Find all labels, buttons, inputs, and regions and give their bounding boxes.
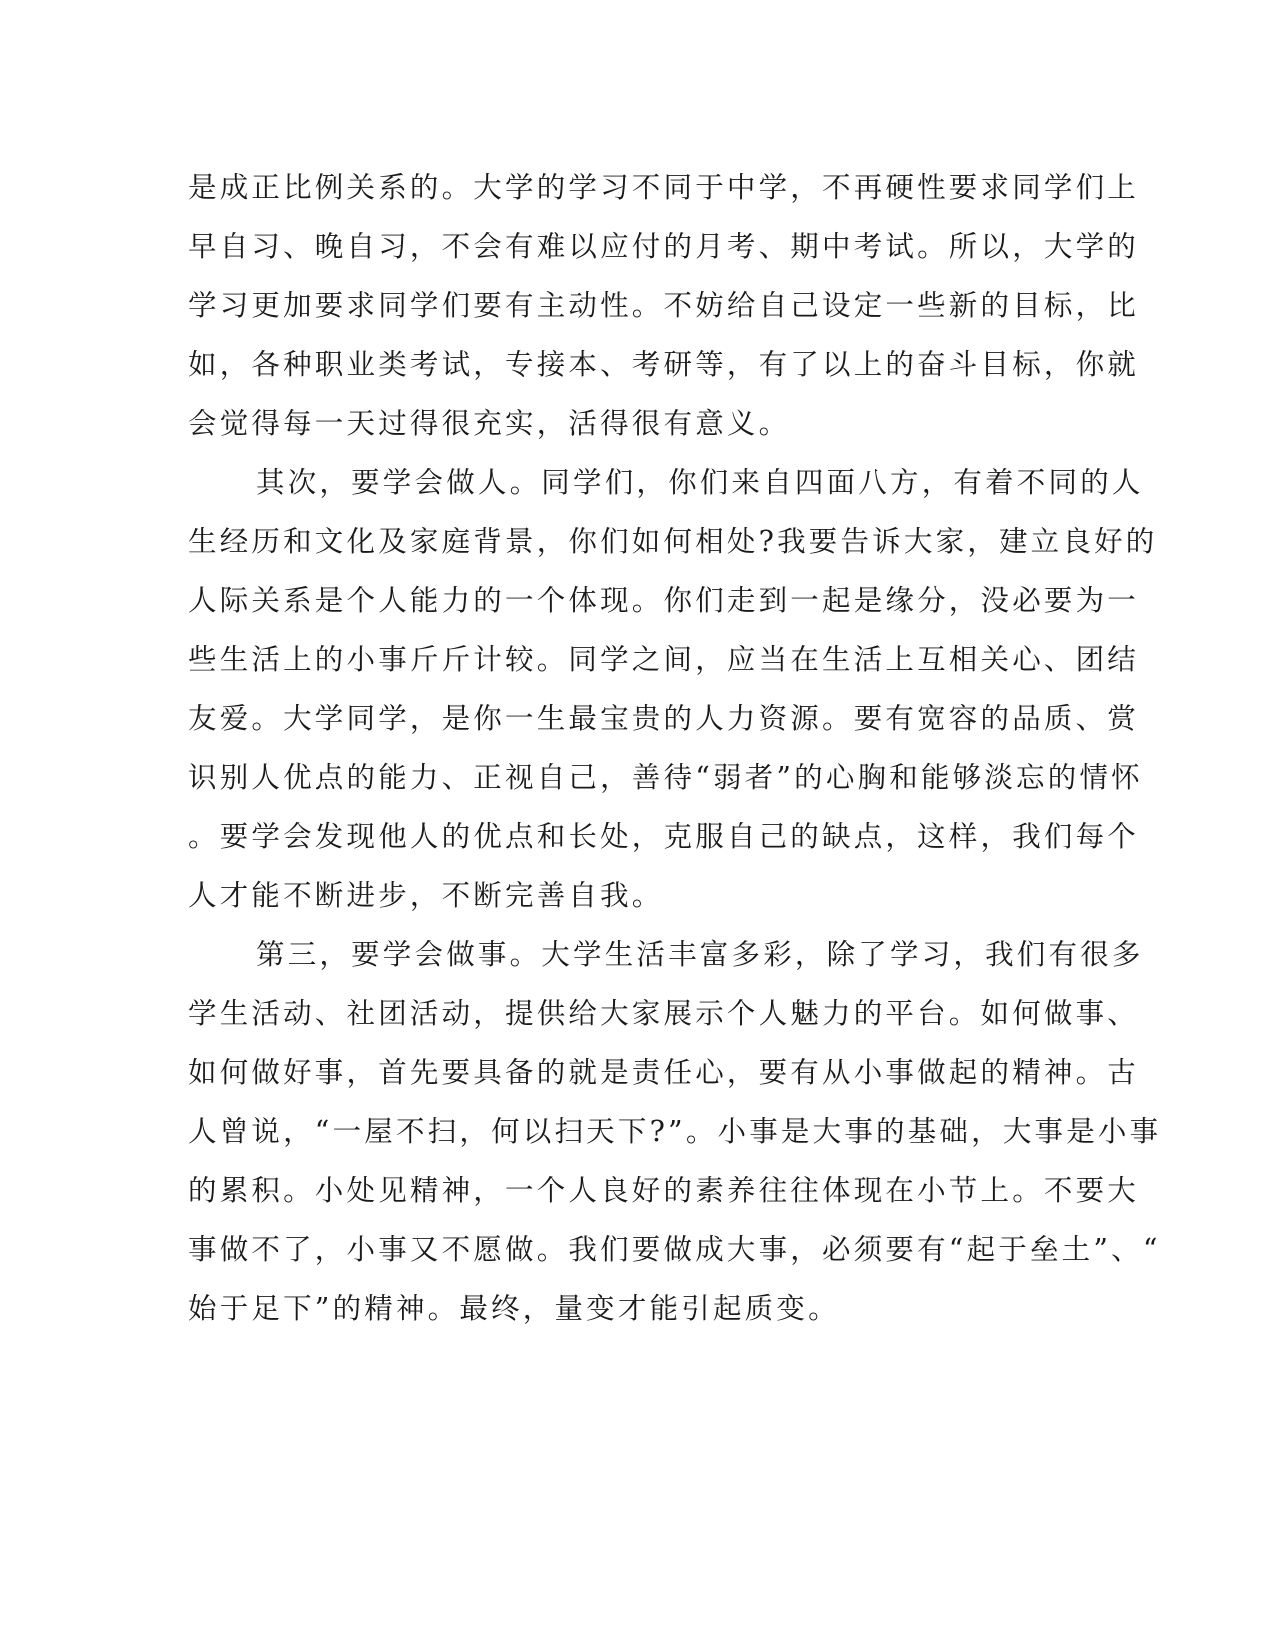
body-text bbox=[188, 158, 1162, 1338]
paragraph-2-line-6: 识别人优点的能力、正视自己，善待“弱者”的心胸和能够淡忘的情怀 bbox=[188, 761, 1143, 794]
paragraph-3-line-4: 人曾说，“一屋不扫，何以扫天下?”。小事是大事的基础，大事是小事 bbox=[188, 1115, 1162, 1148]
paragraph-3-line-2: 学生活动、社团活动，提供给大家展示个人魅力的平台。如何做事、 bbox=[188, 997, 1140, 1030]
paragraph-3-line-5: 的累积。小处见精神，一个人良好的素养往往体现在小节上。不要大 bbox=[188, 1174, 1140, 1207]
paragraph-1-line-1: 是成正比例关系的。大学的学习不同于中学，不再硬性要求同学们上 bbox=[188, 171, 1140, 204]
paragraph-3-line-3: 如何做好事，首先要具备的就是责任心，要有从小事做起的精神。古 bbox=[188, 1056, 1140, 1089]
paragraph-2-line-7: 。要学会发现他人的优点和长处，克服自己的缺点，这样，我们每个 bbox=[188, 820, 1140, 853]
paragraph-1-line-3: 学习更加要求同学们要有主动性。不妨给自己设定一些新的目标，比 bbox=[188, 289, 1140, 322]
paragraph-2-line-1: 其次，要学会做人。同学们，你们来自四面八方，有着不同的人 bbox=[256, 466, 1144, 499]
paragraph-2-line-3: 人际关系是个人能力的一个体现。你们走到一起是缘分，没必要为一 bbox=[188, 584, 1140, 617]
paragraph-3-line-1: 第三，要学会做事。大学生活丰富多彩，除了学习，我们有很多 bbox=[256, 938, 1144, 971]
paragraph-2-line-8: 人才能不断进步，不断完善自我。 bbox=[188, 879, 664, 912]
paragraph-2-line-4: 些生活上的小事斤斤计较。同学之间，应当在生活上互相关心、团结 bbox=[188, 643, 1140, 676]
paragraph-3-line-7: 始于足下”的精神。最终，量变才能引起质变。 bbox=[188, 1292, 840, 1325]
paragraph-1-line-2: 早自习、晚自习，不会有难以应付的月考、期中考试。所以，大学的 bbox=[188, 230, 1140, 263]
paragraph-1-line-4: 如，各种职业类考试，专接本、考研等，有了以上的奋斗目标，你就 bbox=[188, 348, 1140, 381]
paragraph-1-line-5: 会觉得每一天过得很充实，活得很有意义。 bbox=[188, 407, 791, 440]
paragraph-2-line-2: 生经历和文化及家庭背景，你们如何相处?我要告诉大家，建立良好的 bbox=[188, 525, 1158, 558]
paragraph-2-line-5: 友爱。大学同学，是你一生最宝贵的人力资源。要有宽容的品质、赏 bbox=[188, 702, 1140, 735]
paragraph-3-line-6: 事做不了，小事又不愿做。我们要做成大事，必须要有“起于垒土”、“ bbox=[188, 1233, 1161, 1266]
